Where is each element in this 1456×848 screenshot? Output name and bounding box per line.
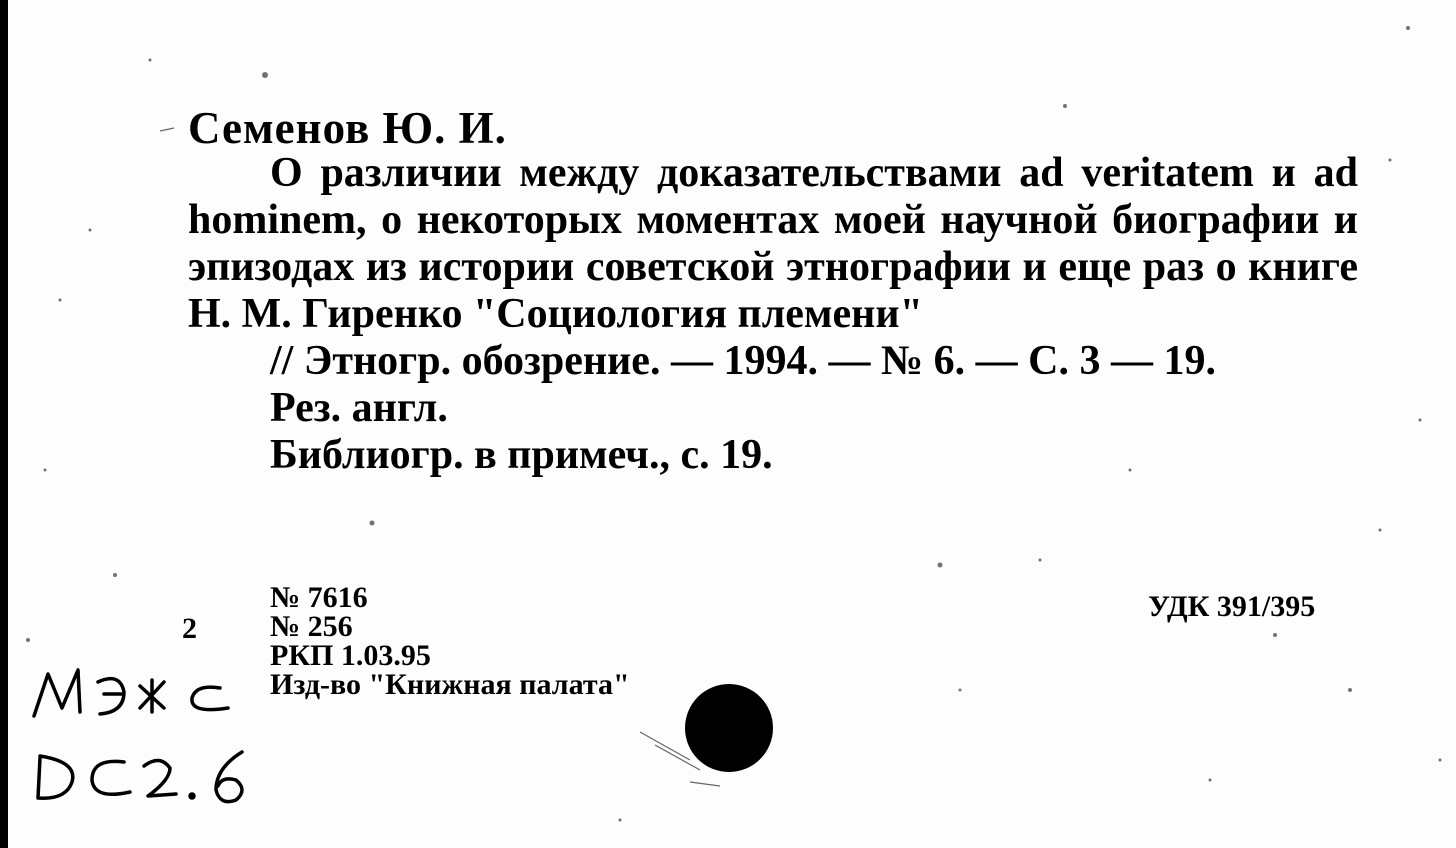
card-body (188, 150, 1358, 479)
imprint-number-1: № 7616 (270, 581, 368, 614)
copies-count: 2 (182, 612, 197, 645)
handwritten-shelfmark (20, 650, 280, 830)
card-punch-hole (685, 684, 773, 772)
card-bibliography-note: Библиогр. в примеч., с. 19. (270, 432, 773, 478)
card-title: О различии между доказательствами ad veritatem и ad hominem, о некоторых моментах моей научной биографии и эпизодах из истории советской этнографии и еще раз о книге Н. М. Гиренко "Социология племени" (188, 150, 1358, 337)
card-imprint (270, 583, 630, 699)
card-source: // Этногр. обозрение. — 1994. — № 6. — С. 3 — 19. (270, 338, 1216, 384)
imprint-number-2: № 256 (270, 610, 353, 643)
imprint-rkp: РКП 1.03.95 (270, 639, 431, 672)
imprint-publisher: Изд-во "Книжная палата" (270, 668, 630, 701)
card-summary-note: Рез. англ. (270, 385, 448, 431)
udk-code: УДК 391/395 (1148, 590, 1316, 623)
card-author: Семенов Ю. И. (188, 103, 507, 153)
